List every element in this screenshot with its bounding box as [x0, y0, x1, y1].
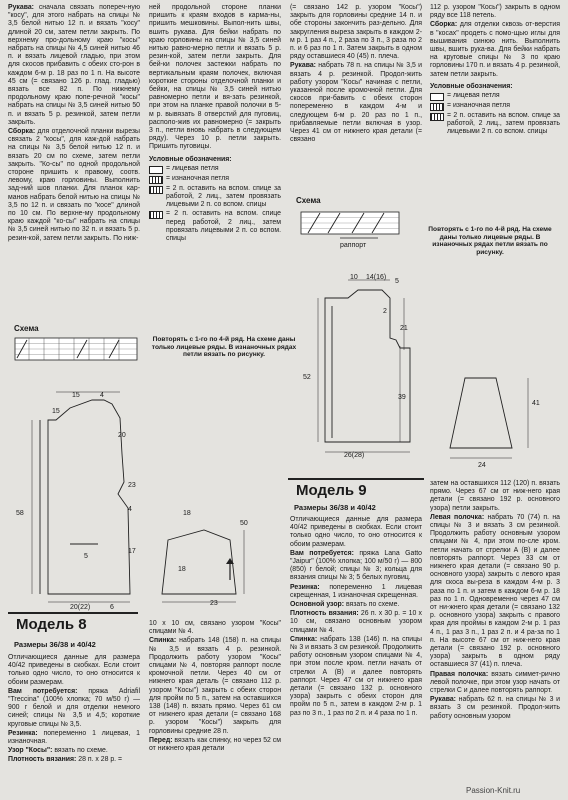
assembly-continued: ней продольной стороне планки пришить к краям входов в карма-ны, пришить мешковины. Выпол-нить швы, вшить рукава. Для бейки набрать по краю горловины на спицы № 3,5 синей нитью равно-мерно петли и вязать 5 р. резин-кой, затем петли закрыть. Для бей-ки полочек застежки набрать по вертикальным краям полочек, включая короткие стороны отделочной планки и бейки, на спицы № 3,5 синей нитью равномерно петли и вя-зать резинкой, при этом на планке правой полочки в 5-м р. вывязать 8 отверстий для пуговиц, располо-жив их равномерно (= закрыть 3 п., петли вновь набрать в следующем ряду). Через 10 р. петли закрыть. Пришить пуговицы.: [149, 4, 281, 151]
gauge-text: 26 п. x 30 р. = 10 x 10 см, связано основным узором спицами № 4.: [290, 610, 422, 634]
dim-41: 41: [532, 400, 540, 407]
legend-row: [430, 92, 560, 101]
legend-row: [149, 185, 281, 210]
legend-row: [149, 210, 281, 243]
dim-39: 39: [398, 394, 406, 401]
dim-26-28: 26(28): [344, 452, 365, 459]
model9-column-4: [430, 480, 560, 722]
legend-swatch: [430, 103, 444, 111]
schema-note-left: Повторять с 1-го по 4-й ряд. На схеме даны только лицевые ряды. В изнаночных рядах петли вязать по рисунку.: [151, 336, 297, 359]
sleeves9-heading: Рукава:: [290, 62, 316, 70]
assembly9-heading: Сборка:: [430, 21, 458, 29]
dim-21: 21: [400, 325, 408, 332]
legend-row: [149, 165, 281, 174]
back-continued: затем на оставшихся 112 (120) п. вязать прямо. Через 67 см от ниж-него края детали (= связано 192 р. основного узора) петли закрыть.: [430, 480, 560, 512]
dim-20-22: 20(22): [70, 604, 91, 611]
dim-5b: 5: [84, 553, 88, 560]
rib-heading: Резинка:: [8, 729, 38, 737]
dim-17: 17: [128, 548, 136, 555]
right-front-text: вязать симмет-рично левой полочке, при этом узор начать от стрелки С и далее повторять раппорт.: [430, 670, 560, 695]
left-front-text: набрать 70 (74) п. на спицы № 3 и вязать 3 см резинкой. Продолжить работу основным узором спицами № 4, при этом по-сле кром. петли начать от стрелки А (В) и далее повторять раппорт. Через 33 см от нижнего края детали (= связано 90 р. основного узора) закрыть с левого края для скоса вы-реза в каждом 4-м р. 3 раза по 1 п. и затем в каждом 6-м р. 18 раз по 1 п. Одновременно через 47 см от ни-жнего края детали (= связано 132 р. основного узора) закрыть с правого края для проймы в каждом 2-м р. 1 раз 4 п., 1 раз 3 п., 1 раз 2 п. и 4 ра-за по 1 п. На высоте 67 см от ниж-него края детали (= связано 192 р. основного узора) закрыть в одном ряду оставшиеся 37 (41) п. плеча.: [430, 513, 560, 669]
model9-column-3: [290, 516, 422, 719]
legend-text: = изнаночная петля: [447, 102, 511, 110]
model8-column-2: [149, 620, 281, 754]
front-heading: Перед:: [149, 736, 173, 744]
text-column-2-top: [149, 4, 281, 244]
legend-row: [149, 175, 281, 184]
model9-intro: Отличающиеся данные для размера 40/42 приведены в скобках. Если стоит только одно число, то оно относится к обоим размерам.: [290, 516, 422, 548]
legend-swatch: [149, 166, 163, 174]
legend-swatch: [149, 211, 163, 219]
pattern-text: вязать по схеме.: [344, 601, 400, 609]
schema-note-right: Повторять с 1-го по 4-й ряд. На схеме даны только лицевые ряды. В изнаночных рядах петли вязать по рисунку.: [428, 226, 552, 256]
dim-5: 5: [395, 278, 399, 285]
garment-pattern-right: [300, 268, 562, 468]
legend-title: Условные обозначения:: [430, 82, 513, 90]
front-text: вязать как спинку, но через 52 см от нижнего края детали: [149, 736, 281, 753]
text-column-1-top: [8, 4, 140, 244]
materials-text: пряжа Lana Gatto "Jaipur" (100% хлопка; 100 м/50 г) — 800 (850) г белой; спицы № 3; кольца для вязания спицы № 3; 5 белых пуговиц.: [290, 549, 422, 582]
legend-text: = 2 п. оставить на вспом. спице за работой, 2 лиц., затем провязать лицевыми 2 п. со вспом. спицы: [447, 112, 560, 136]
back-heading: Спинка:: [290, 635, 318, 643]
model8-column-1: [8, 654, 140, 766]
dim-18b: 18: [178, 566, 186, 573]
gauge-heading: Плотность вязания:: [290, 610, 359, 618]
sleeves-text: сначала связать попереч-ную "косу", для этого набрать на спицы № 3,5 белой нитью 12 п. и вязать "косу" длиной 20 см, затем петли закрыть. По верхнему про-дольному краю "косы" набрать на спицы № 4,5 синей нитью 46 п. и вязать лицевой гладью, при этом для скосов прибавить с обеих сто-рон в каждом 6-м р. 18 раз по 1 п. На высоте 45 см (= связано 126 р. глад. гладью) вязать все 82 п. По нижнему продольному краю попе-речной "косы" набрать на спицы № 3,5 синей нитью 50 п. и вязать 5 р. резинкой, затем петли закрыть.: [8, 4, 140, 126]
right-front-heading: Правая полочка:: [430, 670, 489, 678]
garment-pattern-left: [8, 380, 288, 605]
pattern-heading: Узор "Косы":: [8, 747, 53, 755]
legend-text: = 2 п. оставить на вспом. спице за работой, 2 лиц., затем провязать лицевыми 2 п. со вспом. спицы: [166, 184, 281, 209]
assembly-heading: Сборка:: [8, 128, 36, 136]
text-column-4-top: [430, 4, 560, 138]
sleeves-heading: Рукава:: [430, 696, 456, 704]
dim-4: 4: [100, 392, 104, 399]
dim-23: 23: [128, 482, 136, 489]
dim-20: 20: [118, 432, 126, 439]
dim-15b: 15: [52, 408, 60, 415]
dim-23b: 23: [210, 600, 218, 607]
legend-text: = изнаночная петля: [166, 174, 230, 182]
dim-15a: 15: [72, 392, 80, 399]
legend-swatch: [149, 176, 163, 184]
dim-24: 24: [478, 462, 486, 469]
rib-heading: Резинка:: [290, 583, 320, 591]
back-text: набрать 138 (146) п. на спицы № 3 и вязать 3 см резинкой. Продолжить работу основным узором спицами № 4, при этом после кром. петли начать от стрелки А (В) и далее повторять раппорт. Через 47 см от нижнего края детали (= связано 132 р. основного узора) закрыть с обеих сторон для пройм по 5 п., затем в каждом 2-м р. 1 раз по 3 п., 1 раз по 2 п. и 4 раза по 1 п.: [290, 635, 422, 717]
text-column-3-top: [290, 4, 422, 145]
dim-6: 6: [110, 604, 114, 611]
legend-swatch: [430, 113, 444, 121]
dim-52: 52: [303, 374, 311, 381]
dim-10: 10: [350, 274, 358, 281]
legend-text: = лицевая петля: [447, 92, 500, 100]
dim-2: 2: [383, 308, 387, 315]
model9-sizes: Размеры 36/38 и 40/42: [294, 503, 376, 512]
gauge-continued: 10 x 10 см, связано узором "Косы" спицами № 4.: [149, 620, 281, 636]
model8-intro: Отличающиеся данные для размера 40/42 приведены в скобках. Если стоит только одно число, то оно относится к обоим размерам.: [8, 654, 140, 686]
dim-50: 50: [240, 520, 248, 527]
materials-heading: Вам потребуется:: [8, 687, 78, 695]
dim-18a: 18: [183, 510, 191, 517]
schema-label-right: Схема: [296, 196, 321, 205]
dim-58: 58: [16, 510, 24, 517]
back-heading: Спинка:: [149, 637, 177, 645]
legend-row: [430, 102, 560, 111]
sleeves9-text: набрать 78 п. на спицы № 3,5 и вязать 4 р. резинкой. Продол-жить работу узором "Косы" начиная с петли, указанной после кромочной петли. Для скосов при-бавить с обеих сторон попеременно в каждом 4-м и следующем 6-м р. 20 раз по 1 п., прибавляемые петли включая в узор. Через 41 см от нижнего края детали (= связано: [290, 62, 422, 144]
repeat-label: раппорт: [340, 242, 367, 249]
materials-heading: Вам потребуется:: [290, 549, 354, 557]
model8-sizes: Размеры 36/38 и 40/42: [14, 640, 96, 649]
gauge-text: 28 п. x 28 р. =: [76, 756, 123, 764]
dim-14-16: 14(16): [366, 274, 387, 281]
schema-label-left: Схема: [14, 324, 39, 333]
sleeves-heading: Рукава:: [8, 4, 34, 11]
rib-text: попеременно 1 лицевая, 1 изнаночная.: [8, 729, 140, 746]
assembly-text: для отделочной планки вырезы связать 2 "косы", для каж-дой набрать на спицы № 3,5 белой нитью 12 п. и вязать 20 см по схеме, затем петли закрыть. "Ко-сы" по одной продольной стороне пришить к правому, соотв. левому, краю горловины. Выполнить зад-ний шов планки. Для планок кар-манов набрать белой нитью на спицы № 3,5 по 12 п. и связать по "косе" длиной по 10 см. По верхне-му продольному краю каждой "ко-сы" набрать на спицы № 3,5 синей нитью по 32 п. и вязать 5 р. резин-кой, затем петли закрыть. По ниж-: [8, 128, 140, 242]
sleeves9-end-text: 112 р. узором "Косы") закрыть в одном ряду все 118 петель.: [430, 4, 560, 20]
knit-chart-right: [300, 206, 408, 246]
sleeves-text: набрать 62 п. на спицы № 3 и вязать 3 см резинкой. Продол-жить работу основным узором: [430, 696, 560, 720]
rib-text: попеременно 1 лицевая скрещенная, 1 изнаночная скрещенная.: [290, 583, 422, 599]
pattern-heading: Основной узор:: [290, 601, 345, 609]
neckline-text: (= связано 142 р. узором "Косы") закрыть для горловины средние 14 п. и обе стороны закончить раз-дельно. Для закругления выреза закрыть в каждом 2-м р. 1 раз 4 п., 2 раза по 3 п., 3 раза по 2 п. и 6 раз по 1 п. Затем закрыть в одном ряду оставшиеся 40 (45) п. плеча.: [290, 4, 422, 61]
assembly9-text: для отделки сквозь от-верстия в "косах" продеть с помо-щью иглы для вышивания синюю нить. Выполнить швы, вшить рука-ва. Для бейки набрать на круговые спицы № 3 по краю горловины 170 п. и вязать 4 р. резинкой, затем петли закрыть.: [430, 21, 560, 78]
materials-text: пряжа Adriafil "Treccina" (100% хлопка; 70 м/50 г) — 900 г белой и для отделки немного синей; спицы № 3,5 и 4,5; короткие круговые спицы № 3,5.: [8, 687, 140, 728]
model9-divider: [288, 478, 424, 480]
model9-title: Модель 9: [296, 482, 367, 499]
dim-4b: 4: [128, 506, 132, 513]
left-front-heading: Левая полочка:: [430, 513, 485, 521]
legend-swatch: [149, 186, 163, 194]
pattern-text: вязать по схеме.: [52, 747, 108, 755]
back-text: набрать 148 (158) п. на спицы № 3,5 и вязать 4 р. резинкой. Продолжить работу узором "Косы" спицами № 4, повторяя раппорт после кромочной петли. Через 40 см от нижнего края деталь (= связано 112 р. узором "Косы") закрыть с обеих сторон для пройм по 5 п., затем на оставшихся 138 (148) п. вязать прямо. Через 61 см от нижнего края детали (= связано 168 р. узором "Косы") закрыть для горловины средние 28 п.: [149, 637, 281, 735]
gauge-heading: Плотность вязания:: [8, 756, 77, 764]
model8-title: Модель 8: [16, 616, 87, 633]
knit-chart-left: [14, 336, 140, 364]
legend-row: [430, 112, 560, 137]
legend-text: = 2 п. оставить на вспом. спице перед работой, 2 лиц., затем провязать лицевыми 2 п. со вспом. спицы: [166, 210, 281, 243]
model8-divider: [8, 612, 138, 614]
legend-text: = лицевая петля: [166, 164, 219, 172]
watermark: Passion-Knit.ru: [466, 786, 521, 795]
legend-swatch: [430, 93, 444, 101]
legend-title: Условные обозначения:: [149, 155, 232, 163]
